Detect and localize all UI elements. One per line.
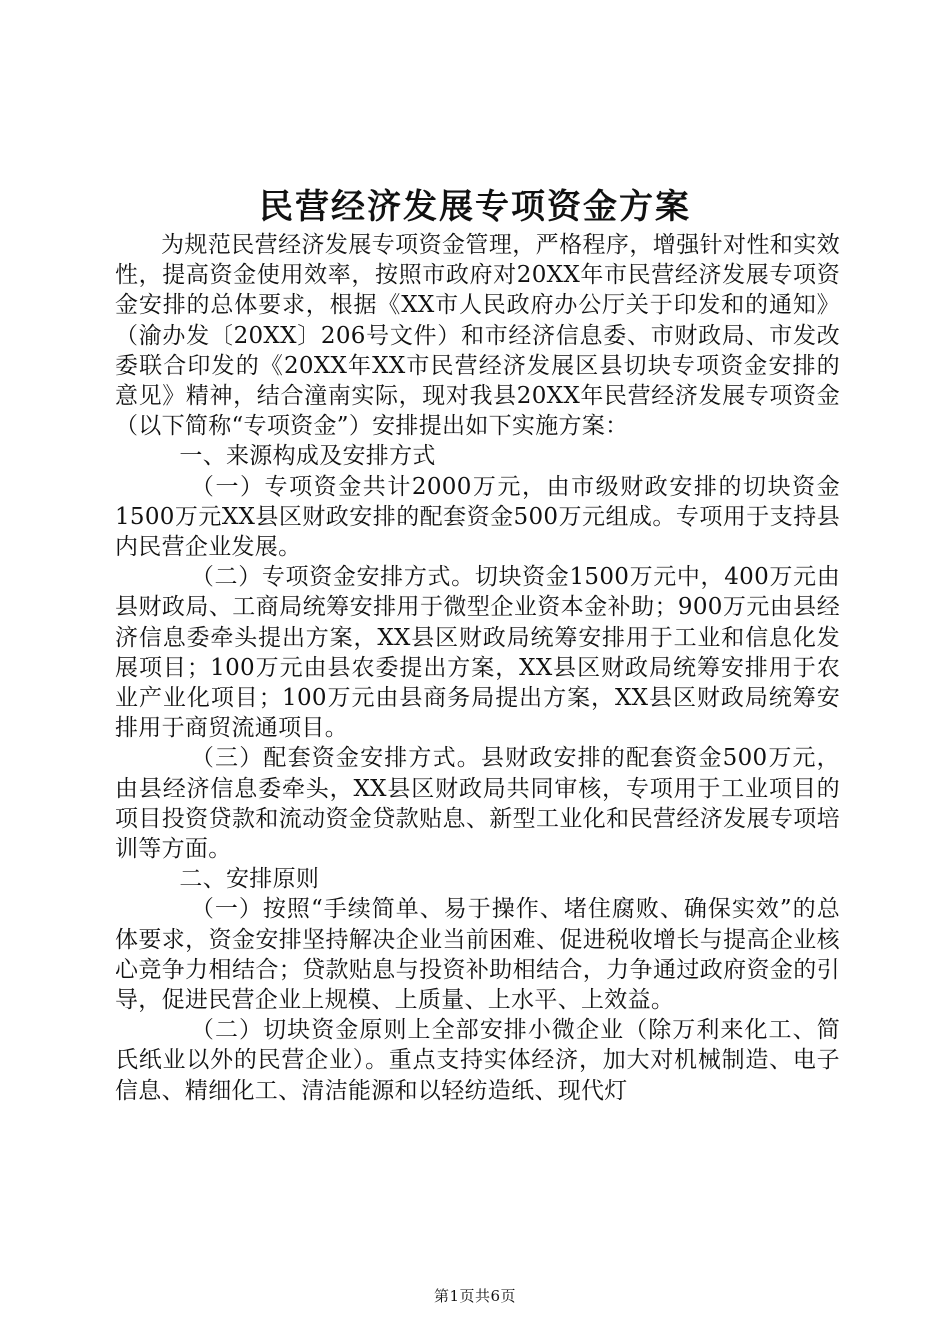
section-2-item-2: （二）切块资金原则上全部安排小微企业（除万利来化工、简氏纸业以外的民营企业）。重点支持实体经济，加大对机械制造、电子信息、精细化工、清洁能源和以轻纺造纸、现代灯 [115, 1017, 840, 1104]
page-number: 第1页 [433, 1287, 475, 1305]
section-heading-2: 二、安排原则 [179, 866, 320, 893]
section-2-item-1: （一）按照“手续简单、易于操作、堵住腐败、确保实效”的总体要求，资金安排坚持解决企业当前困难、促进税收增长与提高企业核心竞争力相结合；贷款贴息与投资补助相结合，力争通过政府资金的引导，促进民营企业上规模、上质量、上水平、上效益。 [115, 896, 840, 1014]
document-body [115, 230, 840, 1106]
page-total: 共6页 [475, 1287, 517, 1305]
intro-paragraph: 为规范民营经济发展专项资金管理，严格程序，增强针对性和实效性，提高资金使用效率，按照市政府对20XX年市民营经济发展专项资金安排的总体要求，根据《XX市人民政府办公厅关于印发和的通知》（渝办发〔20XX〕206号文件）和市经济信息委、市财政局、市发改委联合印发的《20XX年XX市民营经济发展区县切块专项资金安排的意见》精神，结合潼南实际，现对我县20XX年民营经济发展专项资金（以下简称“专项资金”）安排提出如下实施方案： [115, 232, 840, 440]
section-1-item-1: （一）专项资金共计2000万元，由市级财政安排的切块资金1500万元XX县区财政安排的配套资金500万元组成。专项用于支持县内民营企业发展。 [115, 473, 840, 561]
document-title: 民营经济发展专项资金方案 [259, 187, 691, 227]
section-heading-1: 一、来源构成及安排方式 [179, 443, 436, 470]
page-footer [0, 1286, 950, 1306]
section-1-item-2: （二）专项资金安排方式。切块资金1500万元中，400万元由县财政局、工商局统筹安排用于微型企业资本金补助；900万元由县经济信息委牵头提出方案，XX县区财政局统筹安排用于工业和信息化发展项目；100万元由县农委提出方案，XX县区财政局统筹安排用于农业产业化项目；100万元由县商务局提出方案，XX县区财政局统筹安排用于商贸流通项目。 [115, 564, 840, 742]
section-1-item-3: （三）配套资金安排方式。县财政安排的配套资金500万元，由县经济信息委牵头，XX县区财政局共同审核，专项用于工业项目的项目投资贷款和流动资金贷款贴息、新型工业化和民营经济发展专项培训等方面。 [115, 745, 840, 863]
